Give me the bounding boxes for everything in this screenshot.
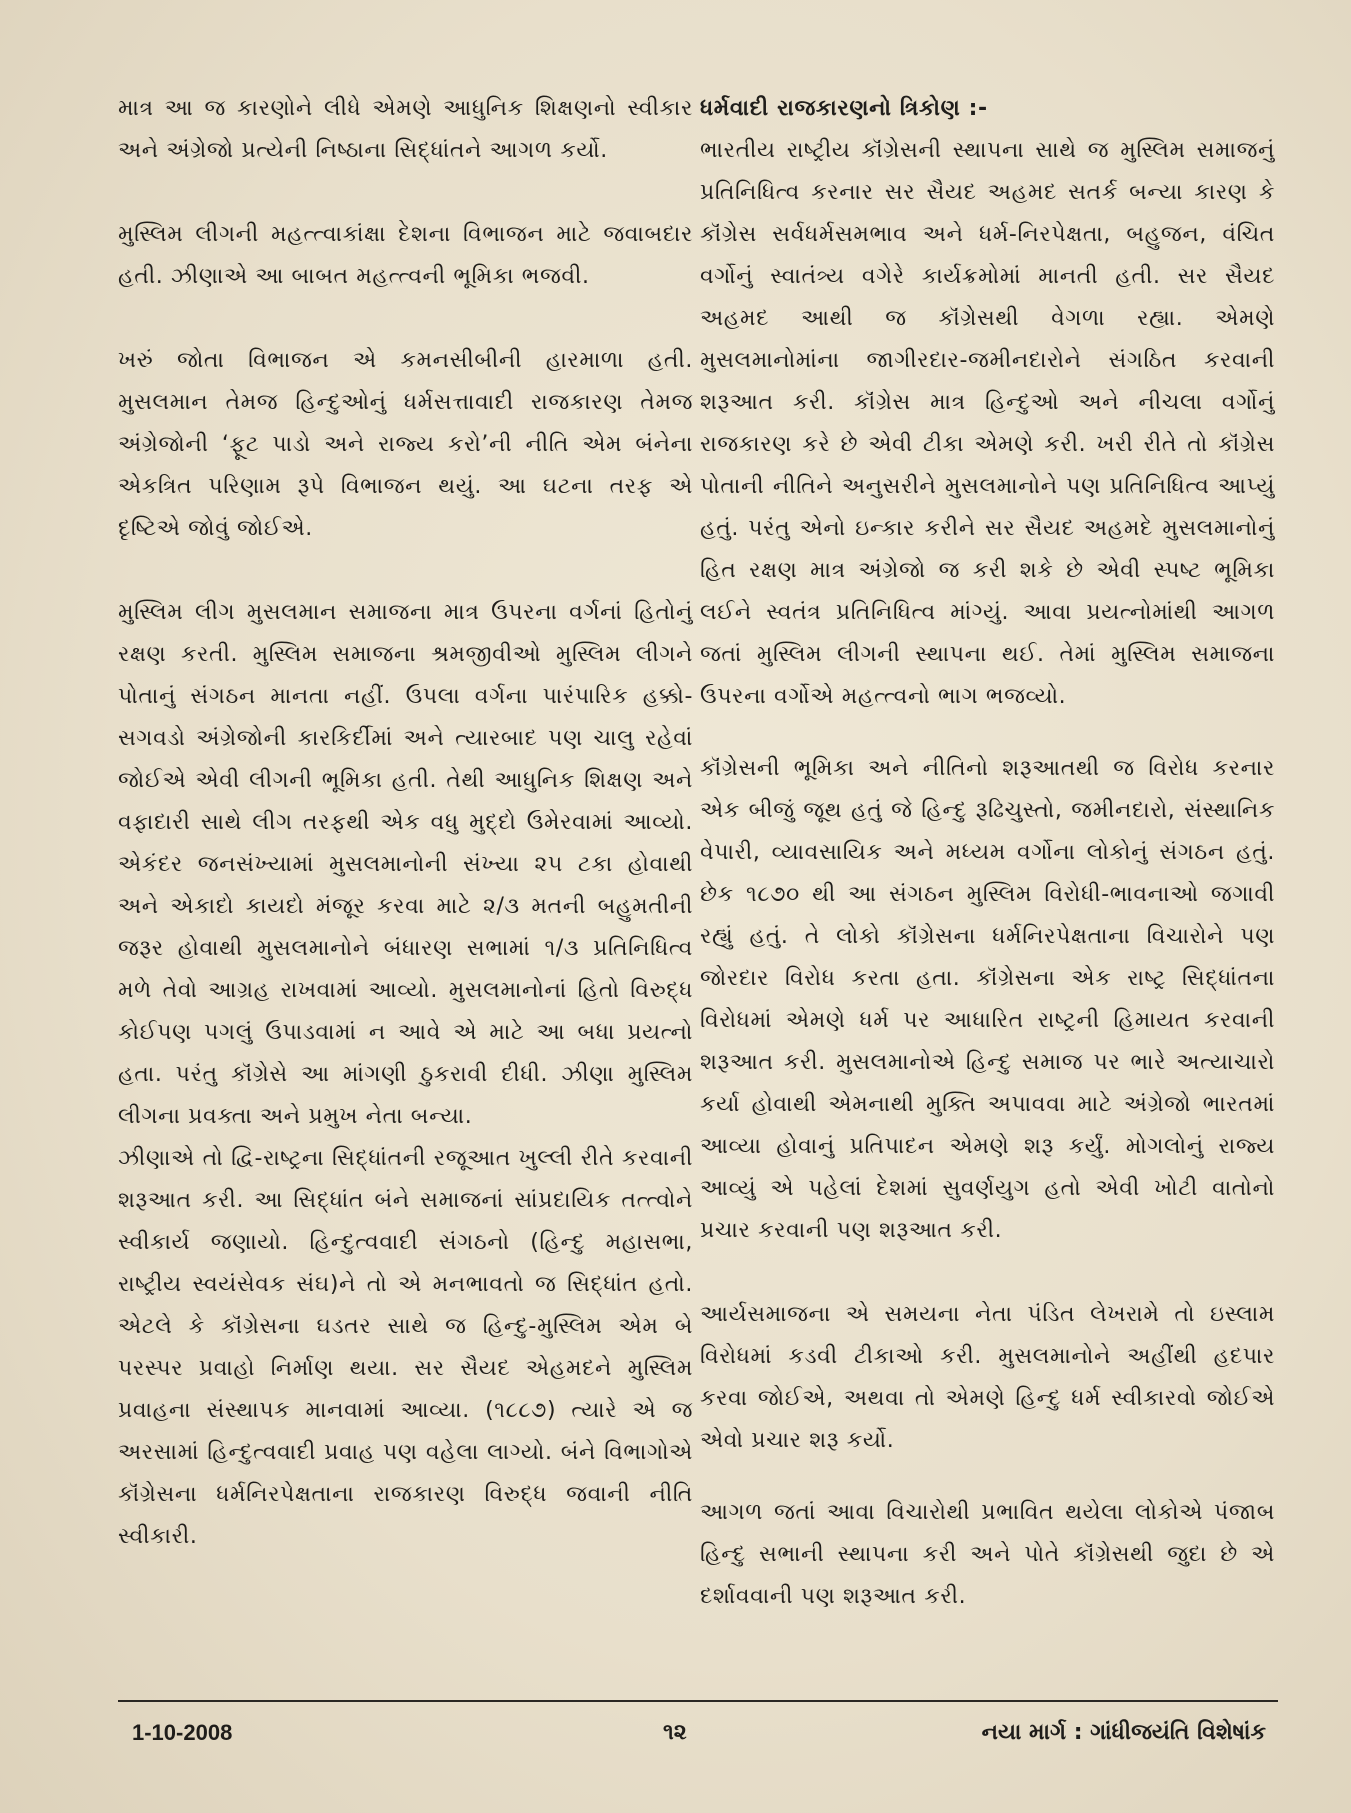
right-paragraph-2: કૉંગ્રેસની ભૂમિકા અને નીતિનો શરૂઆતથી જ વિરોધ કરનાર એક બીજું જૂથ હતું જે હિન્દુ રૂઢિચુસ્તો, જમીનદારો, સંસ્થાનિક વેપારી, વ્યાવસાયિક અને મધ્યમ વર્ગોના લોકોનું સંગઠન હતું. છેક ૧૮૭૦ થી આ સંગઠન મુસ્લિમ વિરોધી-ભાવનાઓ જગાવી રહ્યું હતું. તે લોકો કૉંગ્રેસના ધર્મનિરપેક્ષતાના વિચારોને પણ જોરદાર વિરોધ કરતા હતા. કૉંગ્રેસના એક રાષ્ટ્ર સિદ્ધાંતના વિરોધમાં એમણે ધર્મ પર આધારિત રાષ્ટ્રની હિમાયત કરવાની શરૂઆત કરી. મુસલમાનોએ હિન્દુ સમાજ પર ભારે અત્યાચારો કર્યા હોવાથી એમનાથી મુક્તિ અપાવવા માટે અંગ્રેજો ભારતમાં આવ્યા હોવાનું પ્રતિપાદન એમણે શરૂ કર્યું. મોગલોનું રાજ્ય આવ્યું એ પહેલાં દેશમાં સુવર્ણયુગ હતો એવી ખોટી વાતોનો પ્રચાર કરવાની પણ શરૂઆત કરી. — [700, 756, 1275, 1243]
right-paragraph-3: આર્યસમાજના એ સમયના નેતા પંડિત લેખરામે તો ઇસ્લામ વિરોધમાં કડવી ટીકાઓ કરી. મુસલમાનોને અહીંથી હદપાર કરવા જોઈએ, અથવા તો એમણે હિન્દુ ધર્મ સ્વીકારવો જોઈએ એવો પ્રચાર શરૂ કર્યો. — [700, 1302, 1275, 1453]
magazine-title: નયા માર્ગ : ગાંધીજયંતિ વિશેષાંક — [981, 1720, 1266, 1745]
section-heading: ધર્મવાદી રાજકારણનો ત્રિકોણ :- — [700, 96, 988, 121]
left-column — [118, 88, 693, 1558]
right-column — [700, 88, 1275, 1618]
left-paragraph-5: ઝીણાએ તો દ્વિ-રાષ્ટ્રના સિદ્ધાંતની રજૂઆત ખુલ્લી રીતે કરવાની શરૂઆત કરી. આ સિદ્ધાંત બંને સમાજનાં સાંપ્રદાયિક તત્ત્વોને સ્વીકાર્ય જણાયો. હિન્દુત્વવાદી સંગઠનો (હિન્દુ મહાસભા, રાષ્ટ્રીય સ્વયંસેવક સંઘ)ને તો એ મનભાવતો જ સિદ્ધાંત હતો. એટલે કે કૉંગ્રેસના ઘડતર સાથે જ હિન્દુ-મુસ્લિમ એમ બે પરસ્પર પ્રવાહો નિર્માણ થયા. સર સૈયદ એહમદને મુસ્લિમ પ્રવાહના સંસ્થાપક માનવામાં આવ્યા. (૧૮૮૭) ત્યારે એ જ અરસામાં હિન્દુત્વવાદી પ્રવાહ પણ વહેલા લાગ્યો. બંને વિભાગોએ કૉંગ્રેસના ધર્મનિરપેક્ષતાના રાજકારણ વિરુદ્ધ જવાની નીતિ સ્વીકારી. — [118, 1146, 693, 1549]
footer-divider — [118, 1700, 1278, 1702]
right-paragraph-4: આગળ જતાં આવા વિચારોથી પ્રભાવિત થયેલા લોકોએ પંજાબ હિન્દુ સભાની સ્થાપના કરી અને પોતે કૉંગ્રેસથી જુદા છે એ દર્શાવવાની પણ શરૂઆત કરી. — [700, 1500, 1275, 1609]
left-paragraph-1: માત્ર આ જ કારણોને લીધે એમણે આધુનિક શિક્ષણનો સ્વીકાર અને અંગ્રેજો પ્રત્યેની નિષ્ઠાના સિદ્ધાંતને આગળ કર્યો. — [118, 96, 693, 163]
issue-date: 1-10-2008 — [132, 1720, 233, 1745]
left-paragraph-2: મુસ્લિમ લીગની મહત્ત્વાકાંક્ષા દેશના વિભાજન માટે જવાબદાર હતી. ઝીણાએ આ બાબત મહત્ત્વની ભૂમિકા ભજવી. — [118, 222, 693, 289]
left-paragraph-3: ખરું જોતા વિભાજન એ કમનસીબીની હારમાળા હતી. મુસલમાન તેમજ હિન્દુઓનું ધર્મસત્તાવાદી રાજકારણ તેમજ અંગ્રેજોની ‘ફૂટ પાડો અને રાજ્ય કરો’ની નીતિ એમ બંનેના એકત્રિત પરિણામ રૂપે વિભાજન થયું. આ ઘટના તરફ એ દૃષ્ટિએ જોવું જોઈએ. — [118, 348, 693, 541]
left-paragraph-4: મુસ્લિમ લીગ મુસલમાન સમાજના માત્ર ઉપરના વર્ગનાં હિતોનું રક્ષણ કરતી. મુસ્લિમ સમાજના શ્રમજીવીઓ મુસ્લિમ લીગને પોતાનું સંગઠન માનતા નહીં. ઉપલા વર્ગના પારંપારિક હક્કો-સગવડો અંગ્રેજોની કારકિર્દીમાં અને ત્યારબાદ પણ ચાલુ રહેવાં જોઈએ એવી લીગની ભૂમિકા હતી. તેથી આધુનિક શિક્ષણ અને વફાદારી સાથે લીગ તરફથી એક વધુ મુદ્દો ઉમેરવામાં આવ્યો. એકંદર જનસંખ્યામાં મુસલમાનોની સંખ્યા ૨૫ ટકા હોવાથી અને એકાદો કાયદો મંજૂર કરવા માટે ૨/૩ મતની બહુમતીની જરૂર હોવાથી મુસલમાનોને બંધારણ સભામાં ૧/૩ પ્રતિનિધિત્વ મળે તેવો આગ્રહ રાખવામાં આવ્યો. મુસલમાનોનાં હિતો વિરુદ્ધ કોઈપણ પગલું ઉપાડવામાં ન આવે એ માટે આ બધા પ્રયત્નો હતા. પરંતુ કૉંગ્રેસે આ માંગણી ઠુકરાવી દીધી. ઝીણા મુસ્લિમ લીગના પ્રવક્તા અને પ્રમુખ નેતા બન્યા. — [118, 600, 693, 1129]
page-number: ૧૨ — [663, 1720, 687, 1745]
page-footer — [118, 1714, 1278, 1764]
right-paragraph-1: ભારતીય રાષ્ટ્રીય કૉંગ્રેસની સ્થાપના સાથે જ મુસ્લિમ સમાજનું પ્રતિનિધિત્વ કરનાર સર સૈયદ અહમદ સતર્ક બન્યા કારણ કે કૉંગ્રેસ સર્વધર્મસમભાવ અને ધર્મ-નિરપેક્ષતા, બહુજન, વંચિત વર્ગોનું સ્વાતંત્ર્ય વગેરે કાર્યક્રમોમાં માનતી હતી. સર સૈયદ અહમદ આથી જ કૉંગ્રેસથી વેગળા રહ્યા. એમણે મુસલમાનોમાંના જાગીરદાર-જમીનદારોને સંગઠિત કરવાની શરૂઆત કરી. કૉંગ્રેસ માત્ર હિન્દુઓ અને નીચલા વર્ગોનું રાજકારણ કરે છે એવી ટીકા એમણે કરી. ખરી રીતે તો કૉંગ્રેસ પોતાની નીતિને અનુસરીને મુસલમાનોને પણ પ્રતિનિધિત્વ આપ્યું હતું. પરંતુ એનો ઇન્કાર કરીને સર સૈયદ અહમદે મુસલમાનોનું હિત રક્ષણ માત્ર અંગ્રેજો જ કરી શકે છે એવી સ્પષ્ટ ભૂમિકા લઈને સ્વતંત્ર પ્રતિનિધિત્વ માંગ્યું. આવા પ્રયત્નોમાંથી આગળ જતાં મુસ્લિમ લીગની સ્થાપના થઈ. તેમાં મુસ્લિમ સમાજના ઉપરના વર્ગોએ મહત્ત્વનો ભાગ ભજવ્યો. — [700, 138, 1275, 709]
